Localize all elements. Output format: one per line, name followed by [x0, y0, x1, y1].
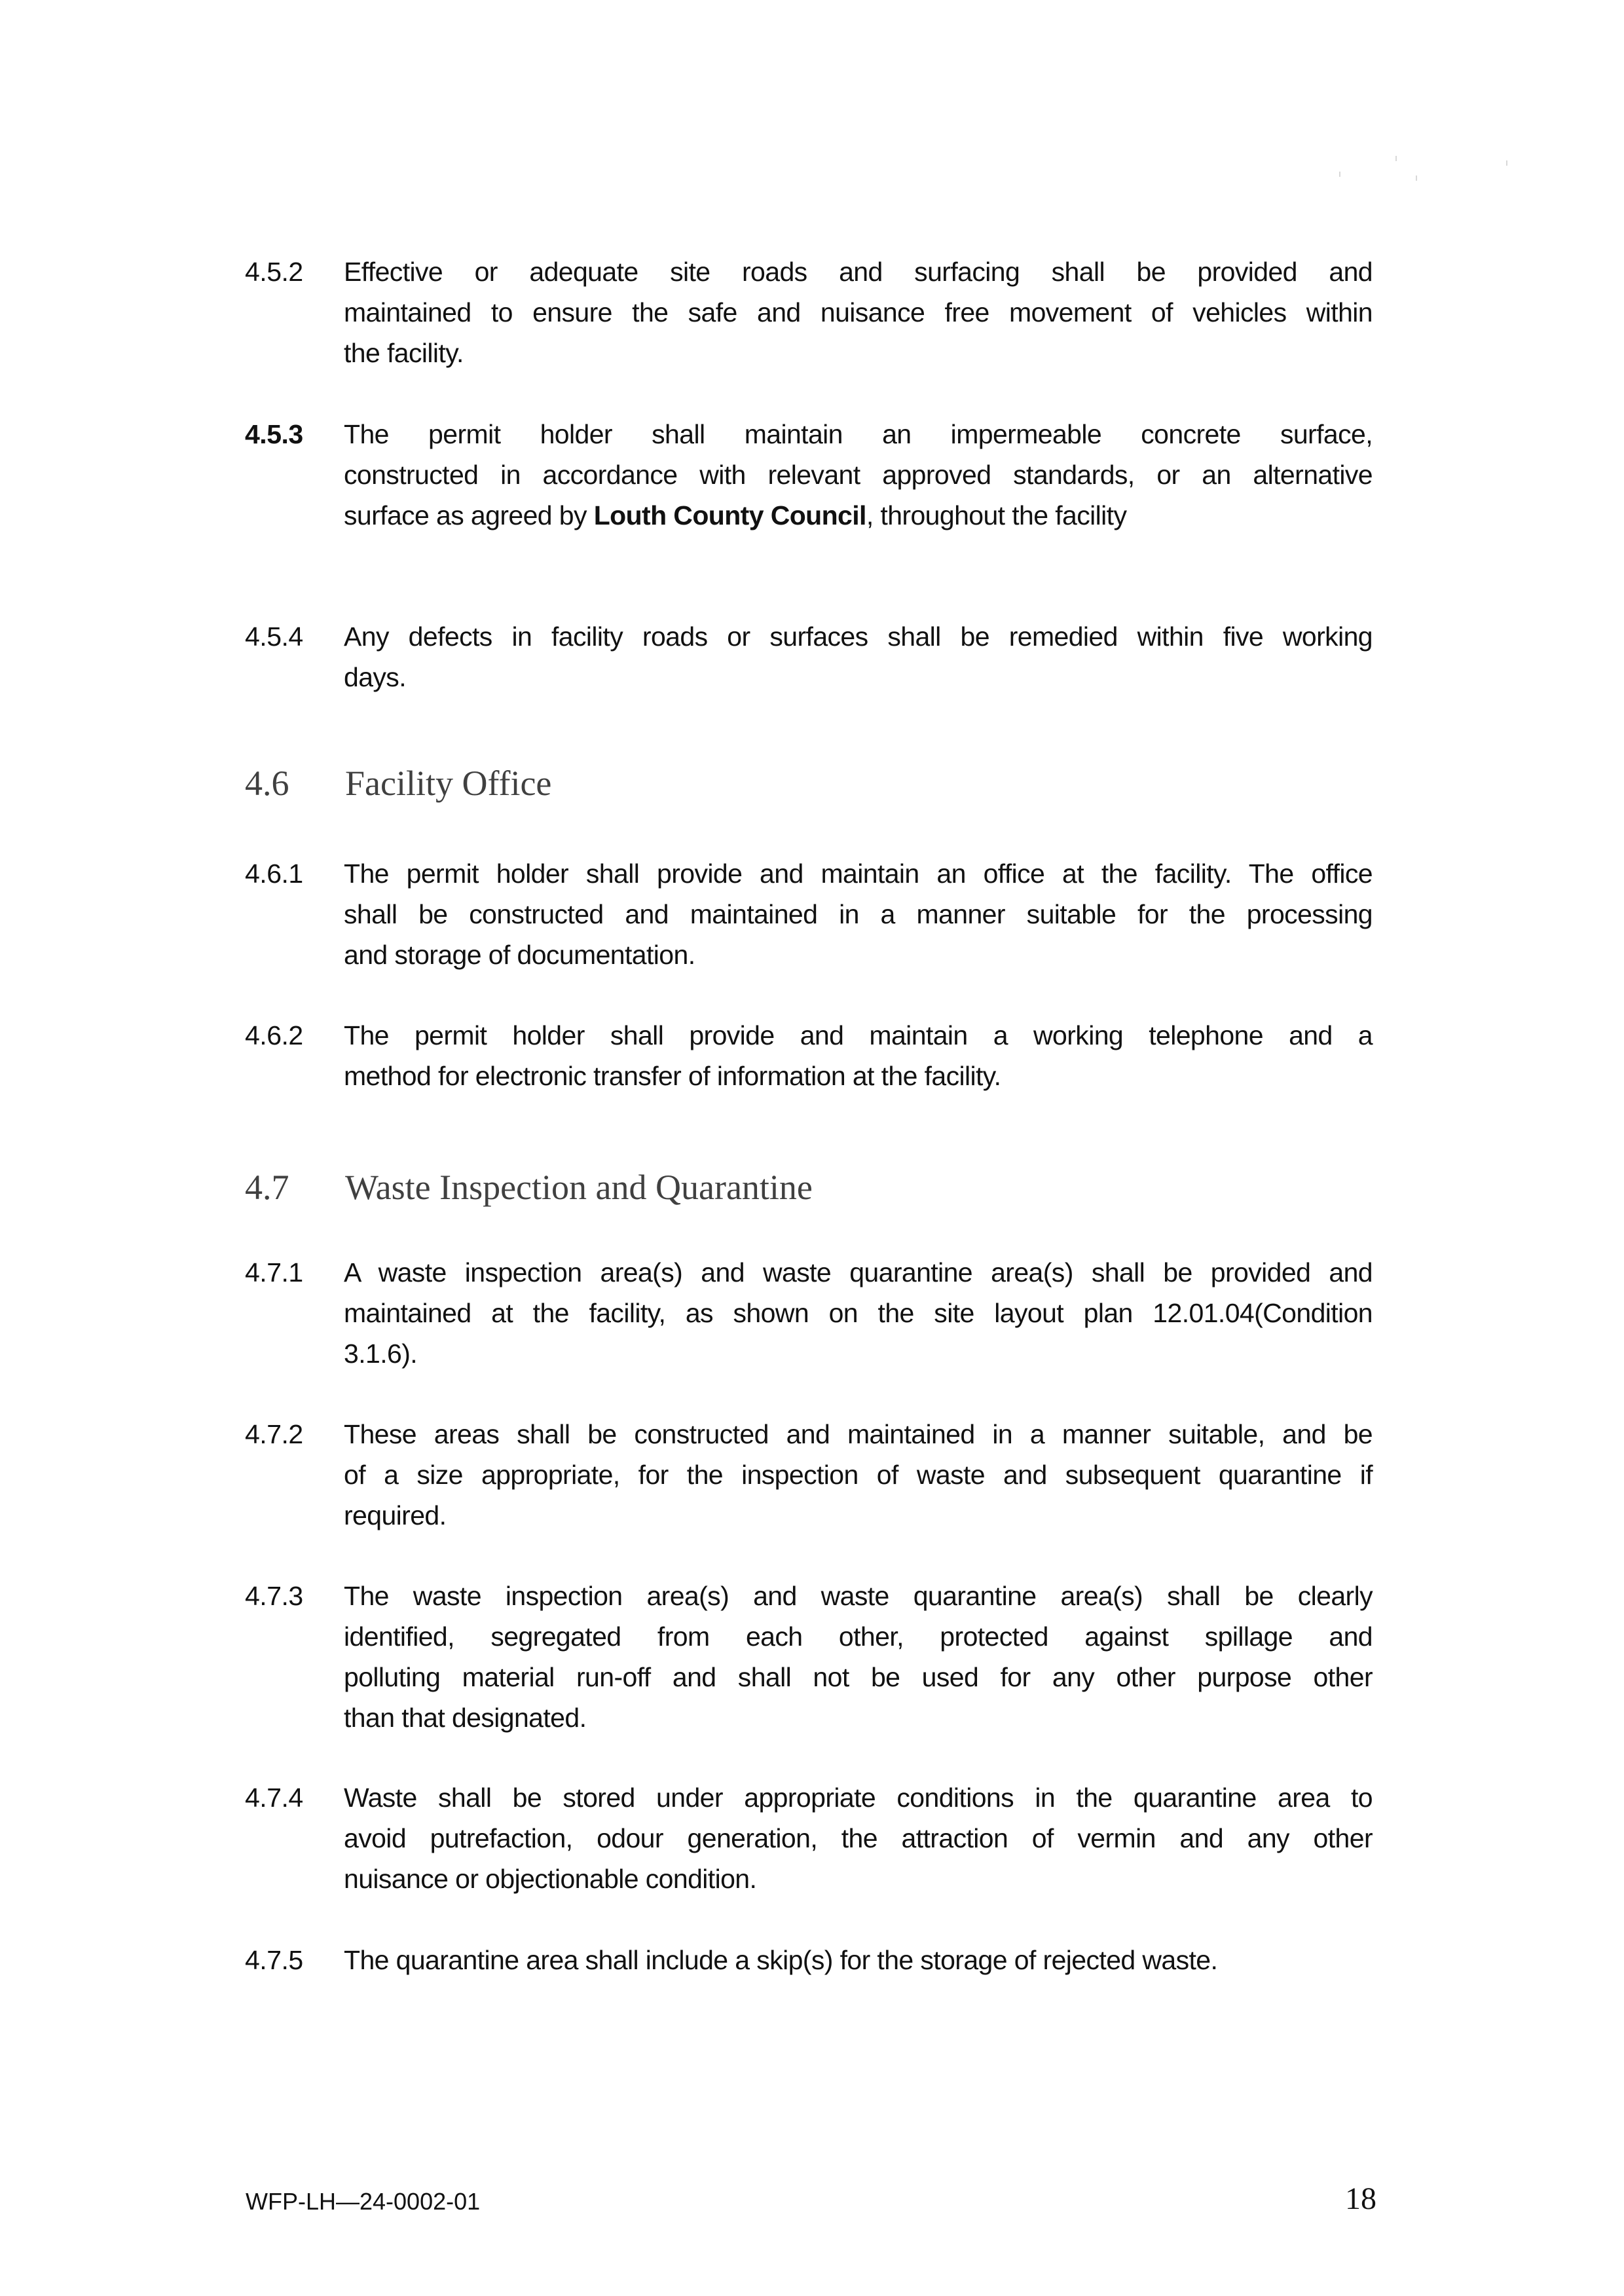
section-number: 4.7	[245, 1168, 289, 1207]
clause-body	[344, 1777, 1373, 1899]
clause-body	[344, 616, 1373, 697]
clause-body	[344, 1414, 1373, 1536]
clause-number: 4.5.4	[245, 621, 303, 652]
clause-line: and storage of documentation.	[344, 940, 695, 970]
clause-number: 4.7.1	[245, 1257, 303, 1287]
clause-line: shall be constructed and maintained in a manner suitable for the processing	[344, 899, 1373, 929]
clause-number: 4.5.2	[245, 257, 303, 287]
clause-line: required.	[344, 1500, 447, 1530]
clause-line: than that designated.	[344, 1703, 587, 1733]
clause-body	[344, 853, 1373, 975]
clause-number: 4.7.4	[245, 1783, 303, 1813]
scan-artifact	[1395, 156, 1397, 161]
clause-body	[344, 1576, 1373, 1738]
clause-body	[344, 414, 1373, 536]
clause-line: days.	[344, 662, 406, 692]
clause-number: 4.7.3	[245, 1581, 303, 1611]
clause-line: avoid putrefaction, odour generation, the attraction of vermin and any other	[344, 1823, 1373, 1853]
section-number: 4.6	[245, 764, 289, 803]
clause-line: the facility.	[344, 338, 464, 368]
clause-line: Effective or adequate site roads and surfacing shall be provided and	[344, 257, 1373, 287]
clause-line: The permit holder shall maintain an impermeable concrete surface,	[344, 419, 1373, 449]
clause-body	[344, 1015, 1373, 1096]
clause-text: , throughout the facility	[866, 500, 1127, 530]
clause-line: maintained to ensure the safe and nuisance free movement of vehicles within	[344, 297, 1373, 327]
clause-number: 4.6.2	[245, 1020, 303, 1050]
clause-line: nuisance or objectionable condition.	[344, 1864, 757, 1894]
scan-artifact	[1416, 176, 1417, 181]
clause-body	[344, 251, 1373, 373]
section-title: Waste Inspection and Quarantine	[345, 1168, 813, 1207]
section-title: Facility Office	[345, 764, 552, 803]
clause-line: identified, segregated from each other, protected against spillage and	[344, 1621, 1373, 1652]
clause-line: constructed in accordance with relevant approved standards, or an alternative	[344, 460, 1373, 490]
clause-line: Any defects in facility roads or surfaces shall be remedied within five working	[344, 621, 1373, 652]
clause-line: method for electronic transfer of information at the facility.	[344, 1061, 1001, 1091]
clause-line: 3.1.6).	[344, 1339, 418, 1369]
clause-number: 4.7.2	[245, 1419, 303, 1449]
clause-text: surface as agreed by	[344, 500, 594, 530]
clause-line: These areas shall be constructed and maintained in a manner suitable, and be	[344, 1419, 1373, 1449]
clause-line: maintained at the facility, as shown on the site layout plan 12.01.04(Condition	[344, 1298, 1373, 1328]
clause-line: The waste inspection area(s) and waste quarantine area(s) shall be clearly	[344, 1581, 1373, 1611]
clause-line: Waste shall be stored under appropriate conditions in the quarantine area to	[344, 1783, 1373, 1813]
council-name: Louth County Council	[593, 500, 866, 530]
clause-number: 4.6.1	[245, 859, 303, 889]
clause-line: A waste inspection area(s) and waste quarantine area(s) shall be provided and	[344, 1257, 1373, 1287]
clause-body	[344, 1940, 1373, 1980]
scan-artifact	[1339, 172, 1340, 177]
clause-line: The quarantine area shall include a skip(s) for the storage of rejected waste.	[344, 1945, 1218, 1975]
clause-line: The permit holder shall provide and maintain an office at the facility. The office	[344, 859, 1373, 889]
document-reference: WFP-LH—24-0002-01	[246, 2188, 481, 2215]
scan-artifact	[1506, 160, 1507, 166]
clause-line: of a size appropriate, for the inspection of waste and subsequent quarantine if	[344, 1460, 1373, 1490]
clause-body	[344, 1252, 1373, 1374]
clause-number: 4.5.3	[245, 419, 303, 449]
clause-line: The permit holder shall provide and maintain a working telephone and a	[344, 1020, 1373, 1050]
clause-number: 4.7.5	[245, 1945, 303, 1975]
page-number: 18	[1345, 2181, 1376, 2216]
clause-line: polluting material run-off and shall not be used for any other purpose other	[344, 1662, 1373, 1692]
clause-line	[344, 495, 1373, 536]
